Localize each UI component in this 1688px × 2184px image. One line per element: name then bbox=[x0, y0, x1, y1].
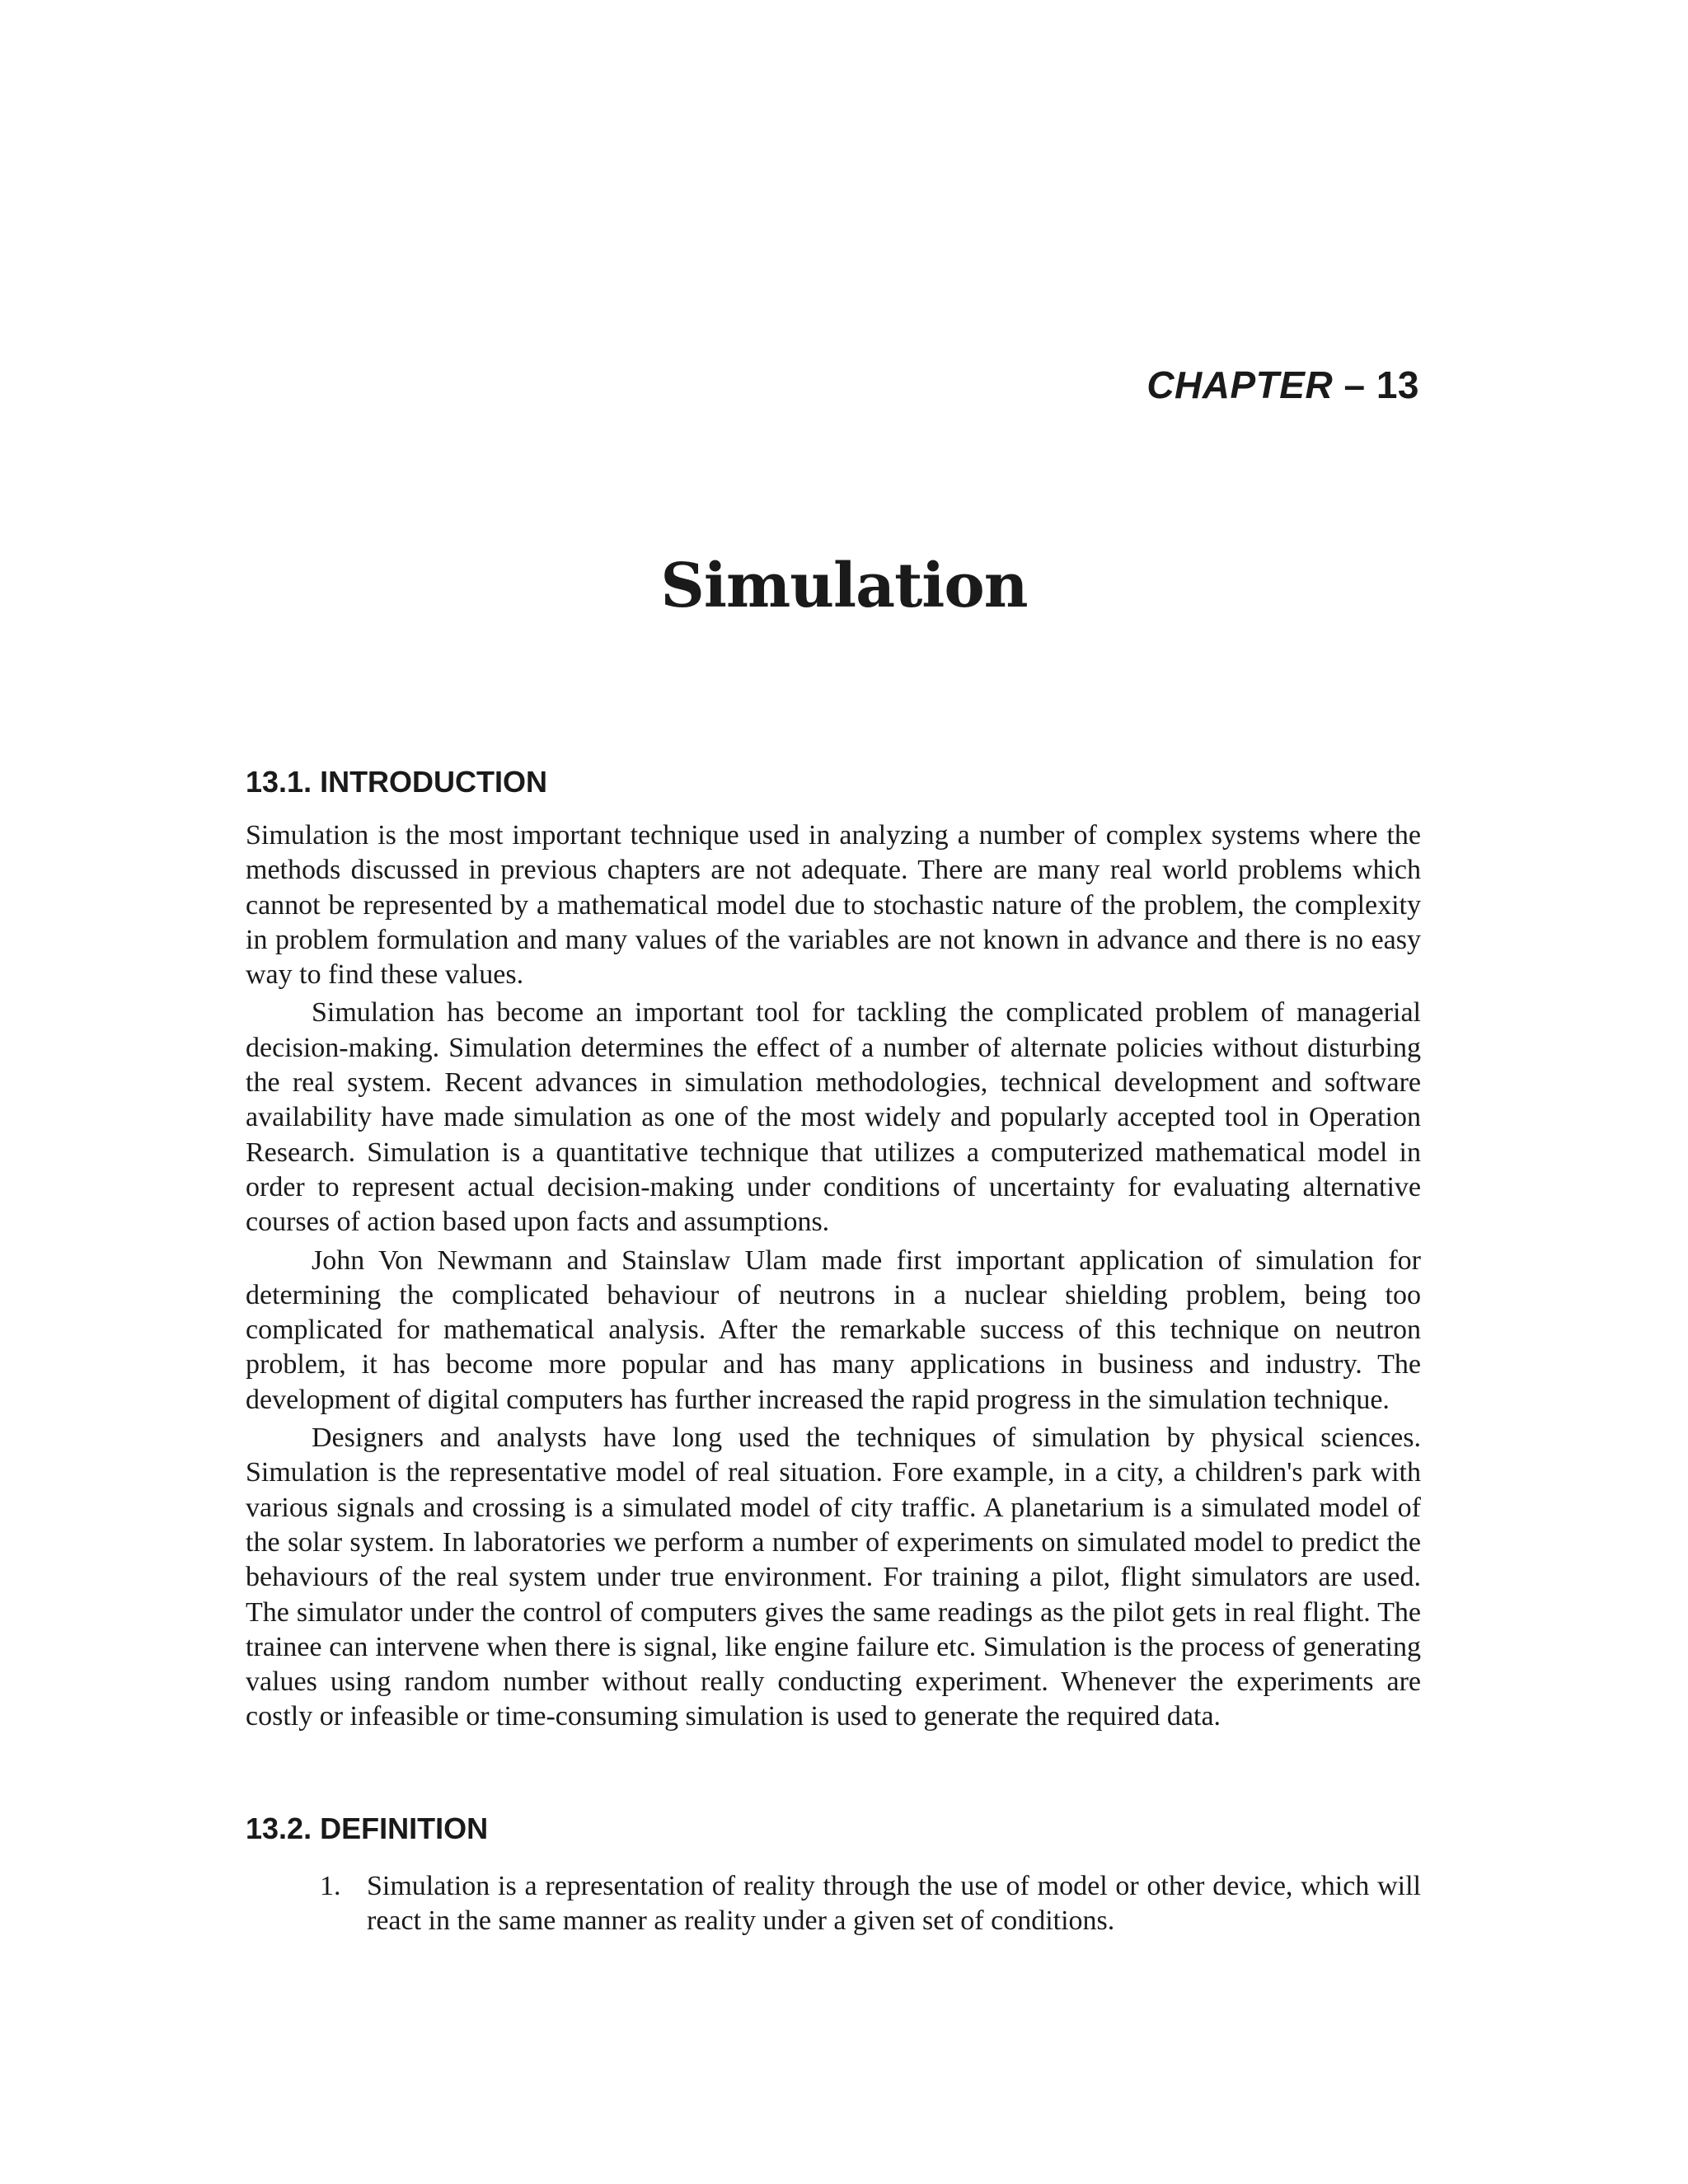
list-item bbox=[320, 1869, 1421, 1939]
paragraph: Simulation has become an important tool for tackling the complicated problem of managerial decision-making. Simulation determines the effect of a number of alternate policies without disturbing the real system. Recent advances in simulation methodologies, technical development and software availability have made simulation as one of the most widely and popularly accepted tool in Operation Research. Simulation is a quantitative technique that utilizes a computerized mathematical model in order to represent actual decision-making under conditions of uncertainty for evaluating alternative courses of action based upon facts and assumptions. bbox=[246, 997, 1421, 1238]
section-heading-definition: 13.2. DEFINITION bbox=[246, 1811, 489, 1845]
chapter-word: CHAPTER bbox=[1146, 363, 1334, 406]
chapter-dash: – bbox=[1343, 363, 1366, 406]
introduction-body bbox=[246, 818, 1421, 1738]
list-item-text: Simulation is a representation of reality through the use of model or other device, which will react in the same manner as reality under a given set of conditions. bbox=[367, 1871, 1421, 1937]
list-item-number: 1. bbox=[320, 1871, 341, 1901]
chapter-number: 13 bbox=[1376, 363, 1419, 406]
chapter-title: Simulation bbox=[660, 551, 1028, 621]
definition-list bbox=[320, 1869, 1421, 1939]
paragraph: Designers and analysts have long used the techniques of simulation by physical sciences. Simulation is the representative model of real situation. Fore example, in a city, a children's park with various signals and crossing is a simulated model of city traffic. A planetarium is a simulated model of the solar system. In laboratories we perform a number of experiments on simulated model to predict the behaviours of the real system under true environment. For training a pilot, flight simulators are used. The simulator under the control of computers gives the same readings as the pilot gets in real flight. The trainee can intervene when there is signal, like engine failure etc. Simulation is the process of generating values using random number without really conducting experiment. Whenever the experiments are costly or infeasible or time-consuming simulation is used to generate the required data. bbox=[246, 1422, 1421, 1732]
section-heading-introduction: 13.1. INTRODUCTION bbox=[246, 765, 548, 799]
paragraph: John Von Newmann and Stainslaw Ulam made first important application of simulation for determining the complicated behaviour of neutrons in a nuclear shielding problem, being too complicated for mathematical analysis. After the remarkable success of this technique on neutron problem, it has become more popular and has many applications in business and industry. The development of digital computers has further increased the rapid progress in the simulation technique. bbox=[246, 1244, 1421, 1415]
chapter-label bbox=[1146, 363, 1419, 407]
paragraph: Simulation is the most important technique used in analyzing a number of complex systems where the methods discussed in previous chapters are not adequate. There are many real world problems which cannot be represented by a mathematical model due to stochastic nature of the problem, the complexity in problem formulation and many values of the variables are not known in advance and there is no easy way to find these values. bbox=[246, 820, 1421, 991]
